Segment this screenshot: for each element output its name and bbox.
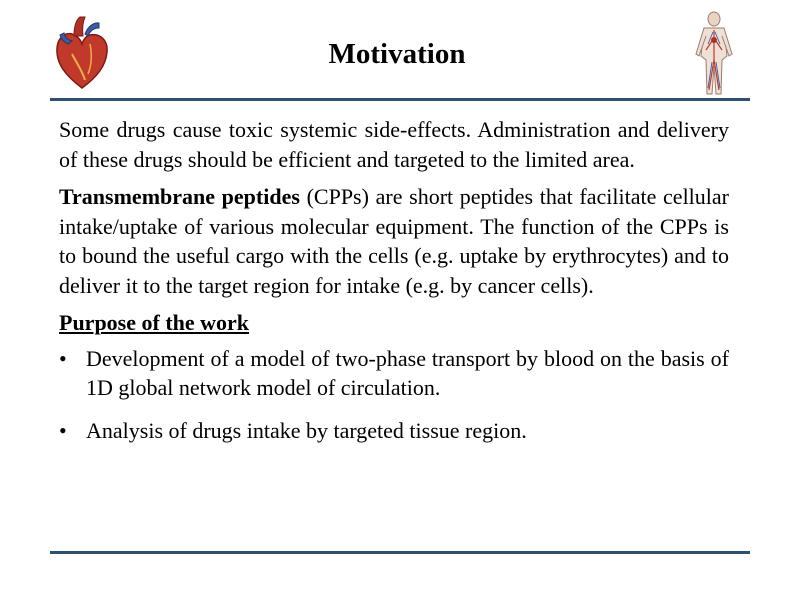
cpp-paragraph — [59, 182, 729, 300]
intro-paragraph: Some drugs cause toxic systemic side-effects. Administration and delivery of these drugs should be efficient and targeted to the limited area. — [59, 117, 729, 172]
bottom-divider — [50, 551, 750, 554]
list-item — [59, 344, 729, 403]
purpose-heading: Purpose of the work — [59, 310, 250, 335]
list-item-text: Analysis of drugs intake by targeted tissue region. — [86, 417, 527, 443]
list-item — [59, 416, 729, 446]
cpp-term: Transmembrane peptides — [59, 184, 300, 209]
bullet-icon: • — [59, 345, 67, 371]
cpp-description: (CPPs) are short peptides that facilitate cellular intake/uptake of various molecular equipment. The function of the CPPs is to bound the useful cargo with the cells (e.g. uptake by erythrocytes) and to deliver it to the target region for intake (e.g. by cancer cells). — [59, 184, 729, 298]
top-divider — [50, 98, 750, 101]
list-item-text: Development of a model of two-phase transport by blood on the basis of 1D global network model of circulation. — [86, 345, 729, 400]
purpose-list — [59, 344, 729, 446]
slide-body — [59, 115, 729, 458]
page-title: Motivation — [328, 38, 466, 70]
bullet-icon: • — [59, 417, 67, 443]
